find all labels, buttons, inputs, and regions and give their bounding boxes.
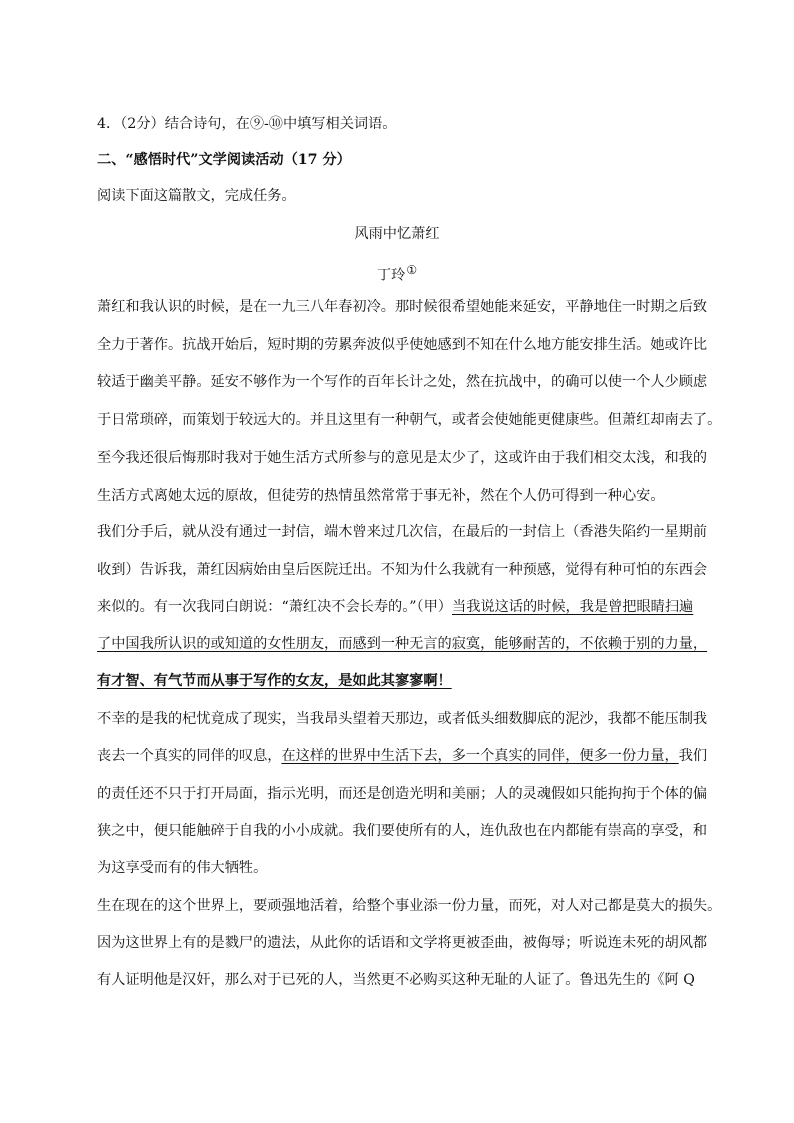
essay-line: 不幸的是我的杞忧竟成了现实，当我昂头望着天那边，或者低头细数脚底的泥沙，我都不能压制我 xyxy=(97,711,708,727)
underlined-passage: 在这样的世界中生活下去，多一个真实的同伴，便多一份力量， xyxy=(281,748,679,764)
section-2-instruction: 阅读下面这篇散文，完成任务。 xyxy=(97,188,296,204)
essay-line: 因为这世界上有的是戮尸的遗法，从此你的话语和文学将更被歪曲，被侮辱；听说连未死的胡风都 xyxy=(97,935,708,951)
author-footnote-mark: ① xyxy=(406,263,418,277)
essay-line: 狭之中，便只能触碎于自我的小小成就。我们要使所有的人，连仇敌也在内都能有崇高的享受，和 xyxy=(97,823,708,839)
essay-line: 萧红和我认识的时候，是在一九三八年春初冷。那时候很希望她能来延安，平静地住一时期之后致 xyxy=(97,299,708,315)
underlined-passage-jia: 当我说这话的时候，我是曾把眼睛扫遍 xyxy=(452,599,694,615)
question-4: 4．（2分）结合诗句，在⑨-⑩中填写相关词语。 xyxy=(97,116,397,132)
essay-line: 至今我还很后悔那时我对于她生活方式所参与的意见是太少了，这或许由于我们相交太浅，和我的 xyxy=(97,450,708,466)
essay-line: 于日常琐碎，而策划于较远大的。并且这里有一种朝气，或者会使她能更健康些。但萧红却南去了。 xyxy=(97,412,722,428)
essay-line: 为这享受而有的伟大牺牲。 xyxy=(97,860,268,876)
underlined-passage-jia: 有才智、有气节而从事于写作的女友，是如此其寥寥啊！ xyxy=(97,673,452,689)
essay-line: 较适于幽美平静。延安不够作为一个写作的百年长计之处，然在抗战中，的确可以使一个人少顾虑 xyxy=(97,374,708,390)
essay-line: 我们分手后，就从没有通过一封信，端木曾来过几次信，在最后的一封信上（香港失陷约一星期前 xyxy=(97,524,708,540)
essay-line-with-underline xyxy=(97,597,707,617)
essay-line-with-underline xyxy=(97,746,707,766)
essay-text: 我们 xyxy=(678,748,708,764)
essay-line: 收到）告诉我，萧红因病始由皇后医院迁出。不知为什么我就有一种预感，觉得有种可怕的东西会 xyxy=(97,562,708,578)
essay-title: 风雨中忆萧红 xyxy=(354,226,440,242)
essay-text: 丧去一个真实的同伴的叹息， xyxy=(97,748,282,764)
essay-line: 生活方式离她太远的原故，但徒劳的热情虽然常常于事无补，然在个人仍可得到一种心安。 xyxy=(97,488,665,504)
essay-line-underlined xyxy=(97,671,707,691)
essay-line: 生在现在的这个世界上，要顽强地活着，给整个事业添一份力量，而死，对人对己都是莫大的损失。 xyxy=(97,898,722,914)
essay-line: 全力于著作。抗战开始后，短时期的劳累奔波似乎使她感到不知在什么地方能安排生活。她或许比 xyxy=(97,337,708,353)
section-2-heading: 二、“感悟时代”文学阅读活动（17 分） xyxy=(97,152,351,168)
essay-line-underlined xyxy=(97,634,707,654)
author-name: 丁玲 xyxy=(376,267,406,284)
essay-line: 有人证明他是汉奸，那么对于已死的人，当然更不必购买这种无耻的人证了。鲁迅先生的《阿 Q xyxy=(97,972,695,988)
essay-text: 来似的。有一次我同白朗说：“萧红决不会长寿的。”（甲） xyxy=(97,599,452,615)
underlined-passage-jia: 了中国我所认识的或知道的女性朋友，而感到一种无言的寂寞，能够耐苦的，不依赖于别的力量， xyxy=(97,636,708,652)
essay-author xyxy=(97,260,697,286)
essay-line: 的责任还不只于打开局面，指示光明，而还是创造光明和美丽；人的灵魂假如只能拘拘于个体的偏 xyxy=(97,786,708,802)
